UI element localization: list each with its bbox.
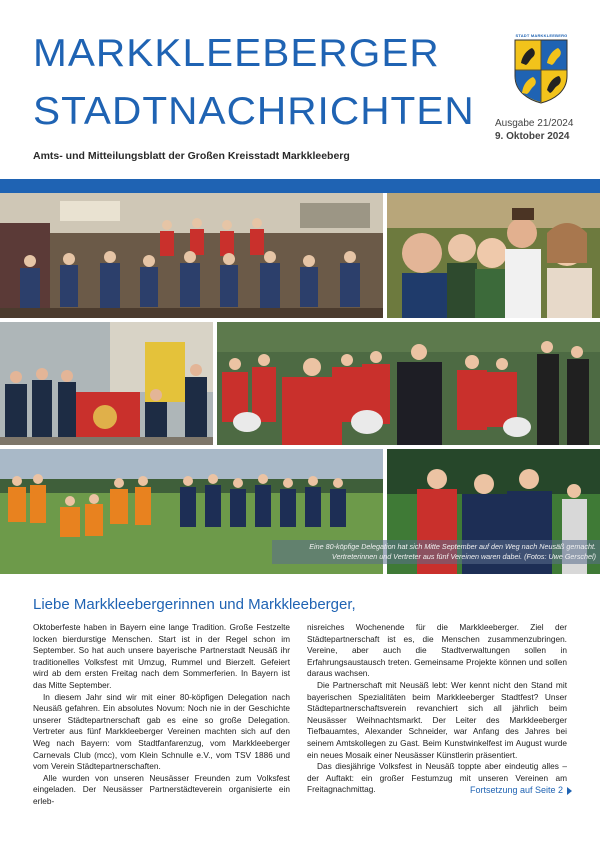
- issue-date: 9. Oktober 2024: [495, 131, 570, 142]
- header-divider-band: [0, 179, 600, 193]
- photo-festival-tent-crowd: [0, 193, 383, 318]
- masthead-subtitle: Amts- und Mitteilungsblatt der Großen Kreisstadt Markkleeberg: [33, 150, 350, 162]
- article-paragraph: Alle wurden von unseren Neusässer Freunden zum Volksfest eingeladen. Der Neusässer Partnerstädteverein organisierte ein erleb-: [33, 772, 290, 806]
- continue-label: Fortsetzung auf Seite 2: [470, 785, 564, 795]
- article-paragraph: In diesem Jahr sind wir mit einer 80-köpfigen Delegation nach Neusäß gefahren. Ein absolutes Novum: Noch nie in der Geschichte unserer Städtepartnerschaft gab es eine so große Delegation. Vertreter aus fünf Markkleeberger Vereinen machten sich auf den Weg nach Bayern: vom Stadtfanfarenzug, vom Markkleeberger Carnevals Club (mcc), vom Klein Schnulle e.V., vom TSV 1886 und vom Verein Städtepartnerschaften.: [33, 691, 290, 772]
- article-paragraph: nisreiches Wochenende für die Markkleeberger. Ziel der Städtepartnerschaft ist es, die Menschen zusammenzubringen. Vereine, aber auch die Stadtverwaltungen sollen in Erfahrungsaustausch treten. Gemeinsame Projekte können und sollen daraus wachsen.: [307, 622, 567, 679]
- article-paragraph: Oktoberfeste haben in Bayern eine lange Tradition. Große Festzelte locken bierdurstige Menschen. Start ist in der Regel schon im September. So hat auch unsere bayerische Partnerstadt Neusäß ihr traditionelles Volksfest mit Umzug, Rummel und Bierzelt. Gefeiert wird ab dem ersten Freitag nach dem Sommerferien. In Bayern ist das Mitte September.: [33, 622, 290, 690]
- article-paragraph: Die Partnerschaft mit Neusäß lebt: Wer kennt nicht den Stand mit bayerischen Spezialitäten beim Markkleeberger Stadtfest? Unser Städtepartnerschaftsverein revanchiert sich all jährlich beim Neusässer Weihnachtsmarkt. Der Leiter des Markkleeberger Tiefbauamtes, Alexander Schneider, war Anfang des Jahres bei seinem Amtskollegen zu Gast. Beim Kunstwinkelfest im August wurde ein neues Mosaik einer Neusässer Künstlerin präsentiert.: [307, 679, 567, 760]
- photo-caption: Eine 80-köpfige Delegation hat sich Mitte September auf den Weg nach Neusäß gemacht. Vertreterinnen und Vertreter aus fünf Vereinen waren dabei. (Fotos: Uwe Gerschel): [272, 540, 600, 564]
- masthead-title-line1: MARKKLEEBERGER: [33, 32, 440, 75]
- article-greeting: Liebe Markkleebergerinnen und Markkleeberger,: [33, 596, 356, 613]
- article-column-right: [307, 622, 567, 796]
- arrow-right-icon: [567, 787, 572, 795]
- photo-fire-brigade-group: [0, 322, 213, 445]
- city-crest-logo: [513, 38, 569, 104]
- photo-toasting-group: [387, 193, 600, 318]
- issue-number: Ausgabe 21/2024: [495, 118, 574, 129]
- masthead-title-line2: STADTNACHRICHTEN: [33, 90, 475, 133]
- article-paragraph: Das diesjährige Volksfest in Neusäß toppte aber eindeutig alles – der Auftakt: ein großer Festumzug mit unseren Vereinen am Freitagnachmittag.: [307, 761, 567, 795]
- photo-carnival-club: [217, 322, 600, 445]
- continue-link[interactable]: [470, 785, 572, 795]
- crest-label: STADT MARKKLEEBERG: [515, 33, 568, 38]
- article-column-left: [33, 622, 290, 808]
- issue-info: [495, 117, 573, 143]
